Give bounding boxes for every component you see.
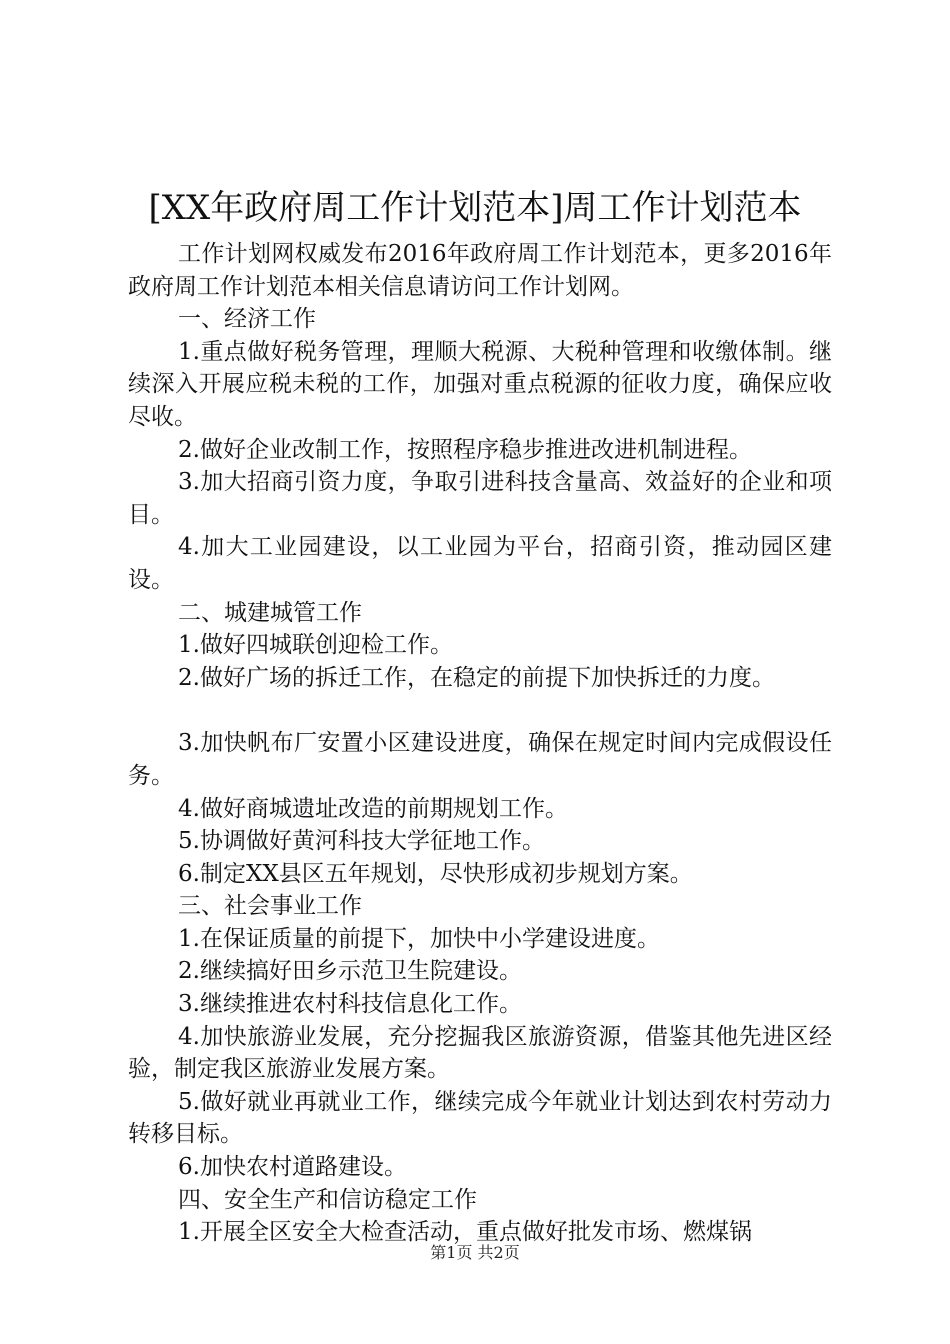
list-item: 3.继续推进农村科技信息化工作。 [178, 991, 522, 1018]
page-number-footer: 第1页 共2页 [430, 1243, 520, 1262]
list-item: 6.制定XX县区五年规划，尽快形成初步规划方案。 [178, 860, 693, 887]
list-item: 1.做好四城联创迎检工作。 [178, 632, 453, 659]
list-item: 5.协调做好黄河科技大学征地工作。 [178, 828, 545, 855]
intro-paragraph: 工作计划网权威发布2016年政府周工作计划范本，更多2016年政府周工作计划范本相关信息请访问工作计划网。 [128, 241, 832, 300]
list-item: 4.做好商城遗址改造的前期规划工作。 [178, 795, 568, 822]
document-title: [XX年政府周工作计划范本]周工作计划范本 [148, 188, 802, 228]
list-item: 2.做好广场的拆迁工作，在稳定的前提下加快拆迁的力度。 [178, 664, 775, 691]
list-item: 3.加大招商引资力度，争取引进科技含量高、效益好的企业和项目。 [128, 469, 832, 528]
list-item: 1.开展全区安全大检查活动，重点做好批发市场、燃煤锅 [178, 1219, 752, 1246]
list-item: 2.继续搞好田乡示范卫生院建设。 [178, 958, 522, 985]
list-item: 5.做好就业再就业工作，继续完成今年就业计划达到农村劳动力转移目标。 [128, 1088, 832, 1148]
list-item: 1.重点做好税务管理，理顺大税源、大税种管理和收缴体制。继续深入开展应税未税的工作，加强对重点税源的征收力度，确保应收尽收。 [128, 338, 832, 430]
section-heading-safety: 四、安全生产和信访稳定工作 [178, 1186, 477, 1213]
list-item: 4.加快旅游业发展，充分挖掘我区旅游资源，借鉴其他先进区经验，制定我区旅游业发展方案。 [128, 1023, 832, 1083]
list-item: 1.在保证质量的前提下，加快中小学建设进度。 [178, 925, 660, 952]
section-heading-economy: 一、经济工作 [178, 306, 316, 333]
section-heading-social: 三、社会事业工作 [178, 893, 362, 920]
blank-line [128, 694, 832, 727]
document-body [128, 238, 832, 1249]
list-item: 4.加大工业园建设，以工业园为平台，招商引资，推动园区建设。 [128, 534, 832, 593]
section-heading-urban: 二、城建城管工作 [178, 599, 362, 626]
list-item: 3.加快帆布厂安置小区建设进度，确保在规定时间内完成假设任务。 [128, 730, 832, 789]
list-item: 2.做好企业改制工作，按照程序稳步推进改进机制进程。 [178, 436, 752, 463]
list-item: 6.加快农村道路建设。 [178, 1154, 407, 1181]
